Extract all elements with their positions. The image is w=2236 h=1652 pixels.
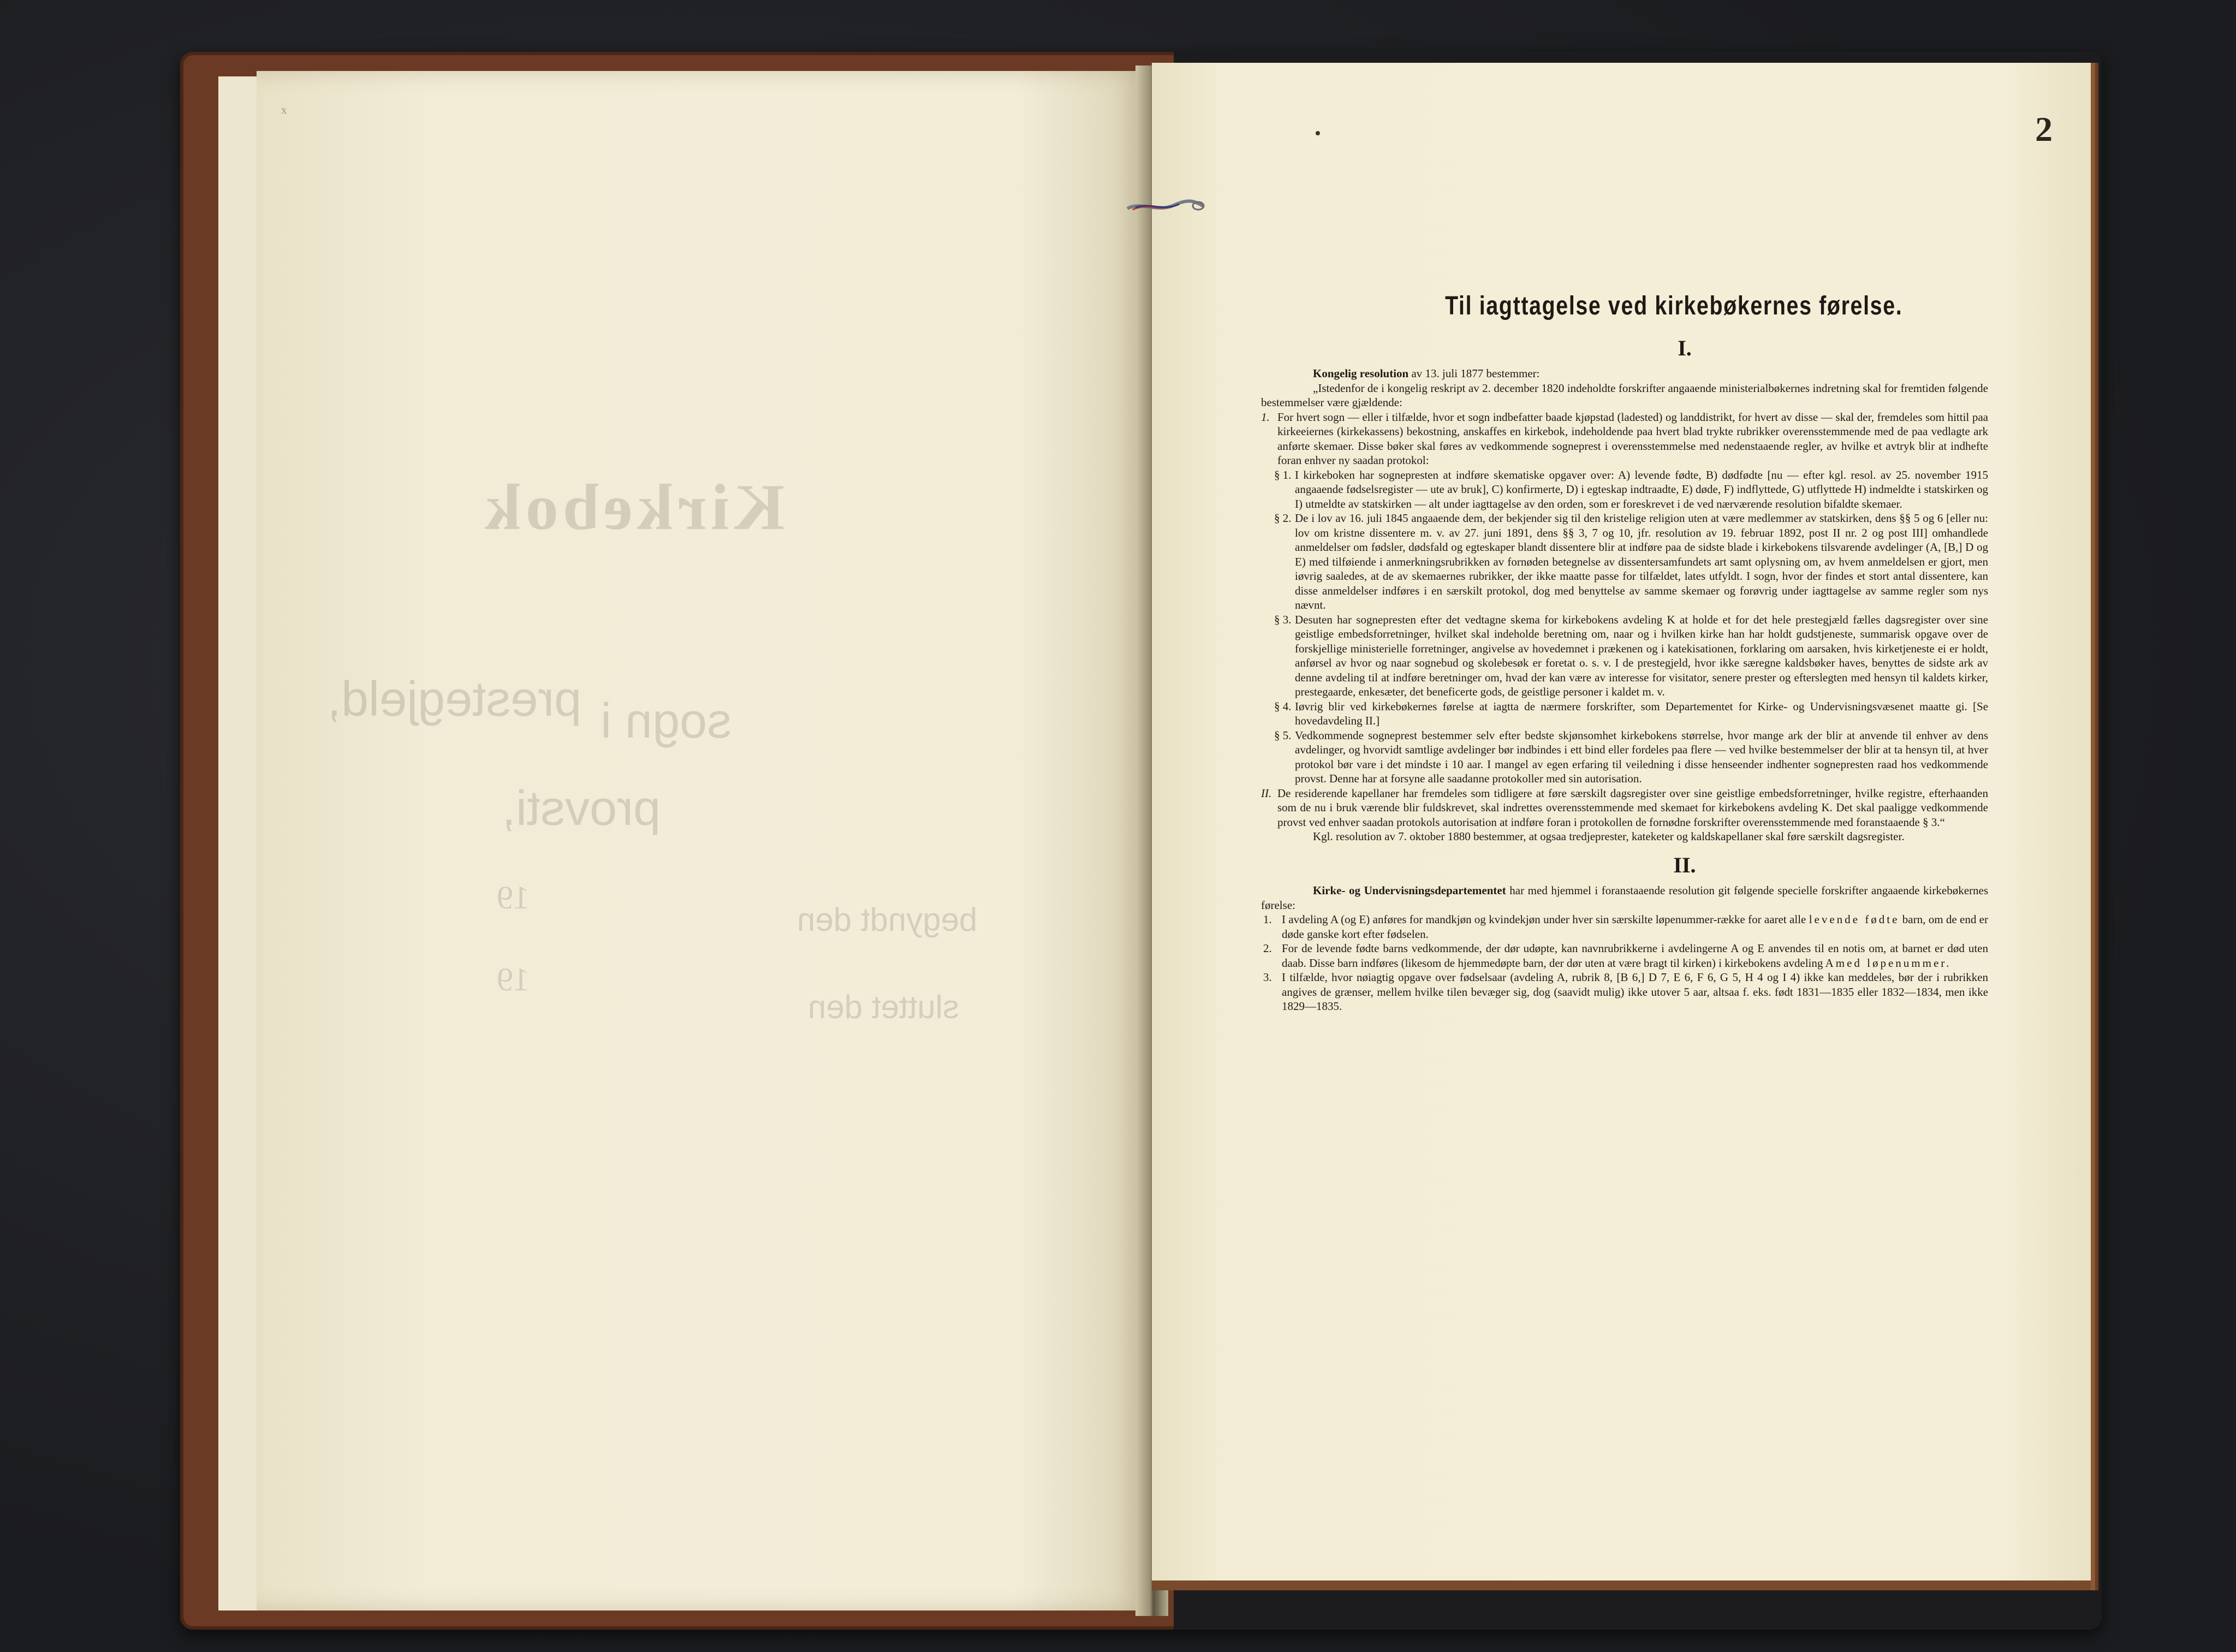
list-text-part: barn, om de end er døde ganske kort efter fødselen. <box>1282 913 1988 941</box>
showthrough-begyndt: begyndt den <box>797 901 978 938</box>
section-i-intro-rest: av 13. juli 1877 bestemmer: <box>1408 367 1540 380</box>
list-text <box>1282 941 1988 970</box>
showthrough-prestegjeld: prestegjeld, <box>328 672 582 727</box>
list-number: 2. <box>1263 942 1272 955</box>
paragraph-text: Iøvrig blir ved kirkebøkernes førelse at iagtta de nærmere forskrifter, som Departementet for Kirke- og Undervisningsvæsenet maatte gi. [Se hovedavdeling II.] <box>1295 699 1988 727</box>
section-i-intro <box>1261 366 1988 381</box>
paragraph-2 <box>1261 511 1988 613</box>
item-number: 1. <box>1261 410 1270 424</box>
item-text: De residerende kapellaner har fremdeles som tidligere at føre særskilt dagsregister over sine geistlige embedsforretninger, hvilke registre, efterhaanden som de nu i bruk værende blir fuldskrevet, skal indrettes overensstemmende med skemaet for kirkebokens avdeling K. Det skal paaligge vedkommende provst ved enhver saadan protokols autorisation at indføre foran i protokollen de fornødne forskrifter overensstemmende med foranstaaende § 3.“ <box>1277 786 1988 829</box>
section-ii-intro-bold: Kirke- og Undervisningsdepartementet <box>1313 884 1506 897</box>
paragraph-number: § 3. <box>1274 613 1292 626</box>
paragraph-number: § 5. <box>1274 728 1292 742</box>
section-ii-intro <box>1261 883 1988 912</box>
paragraph-5 <box>1261 728 1988 786</box>
document-title: Til iagttagelse ved kirkebøkernes førelse. <box>1445 292 1903 320</box>
showthrough-year-a: 19 <box>497 880 530 916</box>
showthrough-sogn: sogn i <box>600 694 732 748</box>
section-i-intro-bold: Kongelig resolution <box>1313 367 1409 380</box>
list-text-part: For de levende fødte barns vedkommende, der dør udøpte, kan navnrubrikkerne i avdelingerne A og E anvendes til en notis om, at barnet er død uten daab. Disse barn indføres (likesom de hjemmedøpte barn, der dør uten at være bragt til kirken) i kirkebokens avdeling A <box>1282 942 1988 970</box>
paragraph-3 <box>1261 613 1988 699</box>
paragraph-text: Desuten har sognepresten efter det vedtagne skema for kirkebokens avdeling K at holde et for det hele prestegjæld fælles dagsregister over sine geistlige embedsforretninger, hvilket skal indeholde beretning om, naar og i hvilken kirke han har holdt gudstjeneste, summarisk opgave over de forskjellige ministerielle forretninger, angivelse av hovedemnet i prækenen og i katekisationen, forklaring om aarsaken, hvis kirketjeneste ei er holdt, anførsel av hvor og naar sognebud og skolebesøk er foretat o. s. v. I de prestegjeld, hvor ikke særegne kaldsbøker haves, benyttes de sidste ark av denne avdeling til at indføre beretninger om, hvad der kan være av interesse for visitator, senere prester og efterslegten med hensyn til kaldets kirker, prestegaarde, enkesæter, det beneficerte gods, de geistlige personer i kaldet m. v. <box>1295 613 1988 698</box>
paragraph-text: Vedkommende sogneprest bestemmer selv efter bedste skjønsomhet kirkebokens størrelse, hvor mange ark der blir at anvende til enhver av dens avdelinger, og hvorvidt samtlige avdelinger bør indbindes i ett bind eller fordeles paa flere — ved hvilke bestemmelser der blir at ta hensyn til, at hver protokol bør vare i det mindste i 10 aar. I mangel av egen erfaring til veiledning i disse henseender indhenter sognepresten raad hos vedkommende provst. Denne har at forsyne alle saadanne protokoller med sin autorisation. <box>1295 728 1988 785</box>
paragraph-number: § 4. <box>1274 699 1292 713</box>
section-i-quote-start: „Istedenfor de i kongelig reskript av 2. december 1820 indeholdte forskrifter angaaende ministerialbøkernes indretning skal for fremtiden følgende bestemmelser være gjældende: <box>1261 381 1988 409</box>
showthrough-title: Kirkebok <box>480 471 785 543</box>
left-page-mark: ˣ <box>281 102 287 123</box>
paragraph-text: I kirkeboken har sognepresten at indføre skematiske opgaver over: A) levende fødte, B) dødfødte [nu — efter kgl. resol. av 25. november 1915 angaaende fødselsregister — ute av bruk], C) konfirmerte, D) i egteskap indtraadte, E) døde, F) indflyttede, G) utflyttede H) indmeldte i statskirken og I) utmeldte av statskirken — alt under iagttagelse av den orden, som er foreskrevet i de ved nærværende resolution bifaldte skemaer. <box>1295 468 1988 510</box>
list-text: I tilfælde, hvor nøiagtig opgave over fødselsaar (avdeling A, rubrik 8, [B 6,] D 7, E 6, F 6, G 5, H 4 og I 4) ikke kan meddeles, bør der i rubrikken angives de grænser, mellem hvilke tilen bevæger sig, dog (saavidt mulig) ikke utover 5 aar, altsaa f. eks. født 1831—1835 eller 1832—1834, men ikke 1829—1835. <box>1282 971 1988 1013</box>
item-number: II. <box>1261 786 1272 800</box>
section-ii-item-3 <box>1261 970 1988 1014</box>
section-heading-i: I. <box>1678 335 1692 360</box>
list-text <box>1282 912 1988 941</box>
left-page <box>257 71 1146 1611</box>
section-i-item-2 <box>1261 786 1988 830</box>
section-i-item-1 <box>1261 410 1988 468</box>
section-heading-ii: II. <box>1673 852 1696 877</box>
binding-thread <box>1125 197 1206 216</box>
list-text-spaced: levende fødte <box>1809 913 1900 926</box>
showthrough-provsti: provsti, <box>502 781 661 836</box>
section-ii-item-1 <box>1261 912 1988 941</box>
page-number: 2 <box>2035 110 2053 148</box>
page-dot-mark <box>1316 131 1320 135</box>
list-text-part: I avdeling A (og E) anføres for mandkjøn og kvindekjøn under hver sin særskilte løpenummer-række for aaret alle <box>1282 913 1809 926</box>
paragraph-number: § 2. <box>1274 512 1292 525</box>
section-ii-item-2 <box>1261 941 1988 970</box>
paragraph-number: § 1. <box>1274 468 1292 482</box>
item-text: For hvert sogn — eller i tilfælde, hvor et sogn indbefatter baade kjøpstad (ladested) og landdistrikt, for hvert av disse — skal der, fremdeles som hittil paa kirkeeiernes (kirkekassens) bekostning, anskaffes en kirkebok, indeholdende paa hvert blad trykte rubrikker overensstemmende med de paa vedlagte ark anførte skemaer. Disse bøker skal føres av vedkommende sogneprest i overensstemmelse med nedenstaaende regler, av hvilke et avtryk blir at indhefte foran enhver ny saadan protokol: <box>1277 410 1988 467</box>
showthrough-sluttet: sluttet den <box>808 989 959 1025</box>
instructions-document <box>1261 292 1989 1014</box>
list-number: 3. <box>1263 971 1272 984</box>
paragraph-text: De i lov av 16. juli 1845 angaaende dem, der bekjender sig til den kristelige religion uten at være medlemmer av statskirken, dens §§ 5 og 6 [eller nu: lov om kristne dissentere m. v. av 27. juni 1891, dens §§ 3, 7 og 10, jfr. resolution av 19. februar 1892, post II nr. 2 og post III] omhandlede anmeldelser om fødsler, dødsfald og egteskaper blandt dissentere blir at indføre paa de sidste blade i kirkebokens tilsvarende avdelinger (A, [B,] D og E) med tilføiende i anmerkningsrubrikken av fornøden betegnelse av dissentersamfundets art samt oplysning om, av hvem anmeldelsen er gjort, men iøvrig saaledes, at de av skemaernes rubrikker, der ikke maatte passe for tilfældet, lates utfyldt. I sogn, hvor der findes et stort antal dissentere, kan disse anmeldelser indføres i en særskilt protokol, dog med benyttelse av samme skemaer og forøvrig under iagttagelse av samme regler som nys nævnt. <box>1295 512 1988 611</box>
showthrough-year-b: 19 <box>497 961 530 997</box>
list-text-spaced: med løpenummer. <box>1835 956 1952 970</box>
paragraph-4 <box>1261 699 1988 728</box>
list-number: 1. <box>1263 913 1272 926</box>
section-ii-intro-rest: har med hjemmel i foranstaaende resolution git følgende specielle forskrifter angaaende kirkebøkernes førelse: <box>1261 884 1989 912</box>
paragraph-1 <box>1261 468 1988 512</box>
section-i-closing: Kgl. resolution av 7. oktober 1880 bestemmer, at ogsaa tredjeprester, kateketer og kaldskapellaner skal føre særskilt dagsregister. <box>1313 830 1905 843</box>
